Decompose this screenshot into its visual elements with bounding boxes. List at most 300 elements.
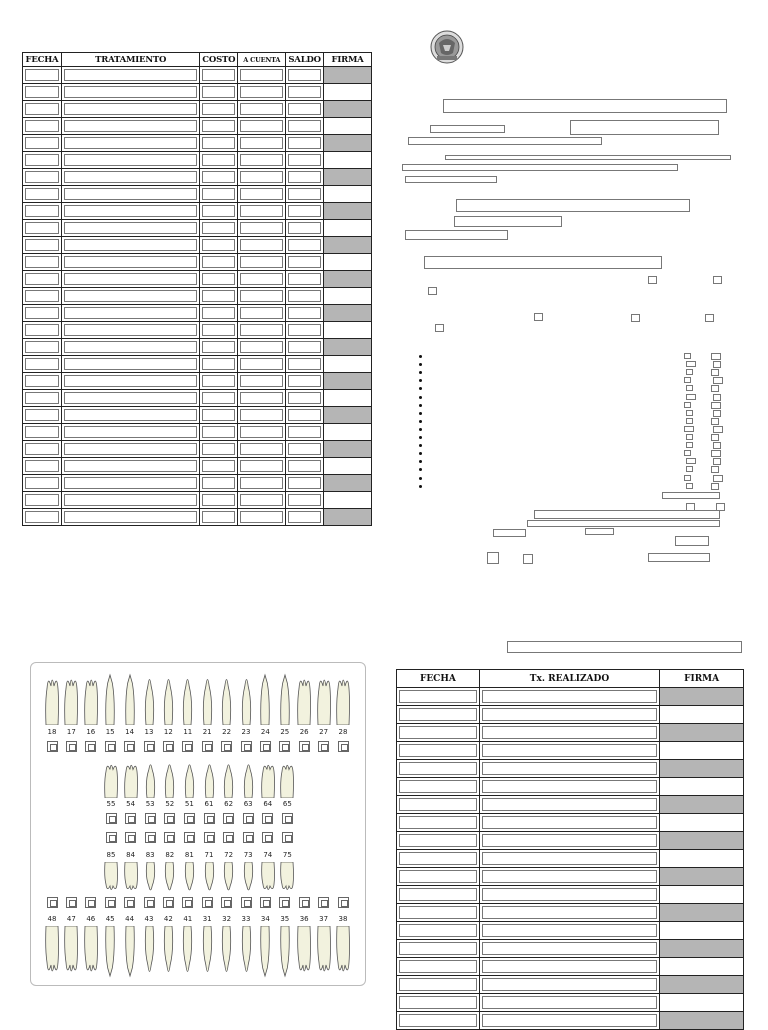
checkbox[interactable] bbox=[686, 483, 693, 489]
checkbox[interactable] bbox=[686, 503, 695, 511]
input-box[interactable] bbox=[240, 239, 283, 251]
input-box[interactable] bbox=[288, 324, 321, 336]
table-cell[interactable] bbox=[200, 237, 238, 254]
table-cell[interactable] bbox=[200, 67, 238, 84]
input-box[interactable] bbox=[288, 103, 321, 115]
input-box[interactable] bbox=[240, 307, 283, 319]
table-cell[interactable] bbox=[200, 390, 238, 407]
tooth-64[interactable] bbox=[260, 760, 276, 802]
input-box[interactable] bbox=[25, 307, 59, 319]
tooth-54[interactable] bbox=[123, 760, 139, 802]
table-cell[interactable] bbox=[200, 356, 238, 373]
table-cell[interactable] bbox=[238, 203, 286, 220]
signature-cell[interactable] bbox=[324, 373, 372, 390]
input-box[interactable] bbox=[399, 762, 477, 775]
input-box[interactable] bbox=[202, 239, 235, 251]
table-cell[interactable] bbox=[397, 688, 480, 706]
input-box[interactable] bbox=[202, 222, 235, 234]
input-box[interactable] bbox=[64, 477, 197, 489]
signature-cell[interactable] bbox=[324, 237, 372, 254]
input-box[interactable] bbox=[288, 494, 321, 506]
input-box[interactable] bbox=[240, 324, 283, 336]
tooth-37[interactable] bbox=[316, 926, 332, 982]
input-box[interactable] bbox=[399, 852, 477, 865]
input-box[interactable] bbox=[482, 834, 657, 847]
table-cell[interactable] bbox=[238, 271, 286, 288]
input-box[interactable] bbox=[64, 103, 197, 115]
input-box[interactable] bbox=[482, 762, 657, 775]
input-box[interactable] bbox=[288, 341, 321, 353]
signature-cell[interactable] bbox=[660, 976, 744, 994]
input-box[interactable] bbox=[288, 477, 321, 489]
checkbox[interactable] bbox=[711, 418, 719, 425]
tooth-27[interactable] bbox=[316, 673, 332, 729]
table-cell[interactable] bbox=[397, 940, 480, 958]
checkbox[interactable] bbox=[686, 434, 693, 440]
input-box[interactable] bbox=[240, 290, 283, 302]
input-box[interactable] bbox=[240, 443, 283, 455]
signature-cell[interactable] bbox=[324, 203, 372, 220]
tooth-73[interactable] bbox=[243, 862, 254, 898]
table-cell[interactable] bbox=[61, 271, 199, 288]
table-cell[interactable] bbox=[200, 305, 238, 322]
table-cell[interactable] bbox=[200, 203, 238, 220]
table-cell[interactable] bbox=[200, 288, 238, 305]
table-cell[interactable] bbox=[61, 237, 199, 254]
table-cell[interactable] bbox=[238, 169, 286, 186]
tooth-61[interactable] bbox=[204, 760, 215, 802]
input-box[interactable] bbox=[240, 460, 283, 472]
signature-cell[interactable] bbox=[660, 778, 744, 796]
input-box[interactable] bbox=[288, 307, 321, 319]
input-box[interactable] bbox=[64, 511, 197, 523]
table-cell[interactable] bbox=[286, 424, 324, 441]
table-cell[interactable] bbox=[397, 886, 480, 904]
tooth-43[interactable] bbox=[144, 926, 155, 982]
signature-cell[interactable] bbox=[660, 796, 744, 814]
table-cell[interactable] bbox=[200, 339, 238, 356]
input-box[interactable] bbox=[64, 426, 197, 438]
table-cell[interactable] bbox=[61, 492, 199, 509]
checkbox[interactable] bbox=[686, 385, 693, 391]
tooth-surface-box[interactable] bbox=[223, 813, 234, 824]
input-box[interactable] bbox=[240, 171, 283, 183]
signature-cell[interactable] bbox=[660, 922, 744, 940]
tooth-surface-box[interactable] bbox=[125, 813, 136, 824]
tooth-55[interactable] bbox=[103, 760, 119, 802]
signature-cell[interactable] bbox=[324, 186, 372, 203]
tooth-65[interactable] bbox=[279, 760, 295, 802]
tooth-surface-box[interactable] bbox=[144, 897, 155, 908]
table-cell[interactable] bbox=[23, 237, 62, 254]
tooth-surface-box[interactable] bbox=[204, 832, 215, 843]
checkbox[interactable] bbox=[684, 450, 691, 456]
input-box[interactable] bbox=[399, 708, 477, 721]
input-box[interactable] bbox=[399, 834, 477, 847]
input-box[interactable] bbox=[399, 942, 477, 955]
checkbox[interactable] bbox=[428, 287, 437, 295]
input-box[interactable] bbox=[64, 409, 197, 421]
input-box[interactable] bbox=[25, 120, 59, 132]
input-box[interactable] bbox=[240, 154, 283, 166]
tooth-33[interactable] bbox=[241, 926, 252, 982]
tooth-62[interactable] bbox=[223, 760, 234, 802]
table-cell[interactable] bbox=[61, 475, 199, 492]
table-cell[interactable] bbox=[23, 288, 62, 305]
table-cell[interactable] bbox=[397, 904, 480, 922]
table-cell[interactable] bbox=[286, 305, 324, 322]
tooth-42[interactable] bbox=[163, 926, 174, 982]
table-cell[interactable] bbox=[23, 373, 62, 390]
table-cell[interactable] bbox=[23, 339, 62, 356]
input-box[interactable] bbox=[202, 103, 235, 115]
table-cell[interactable] bbox=[23, 84, 62, 101]
input-box[interactable] bbox=[399, 780, 477, 793]
table-cell[interactable] bbox=[23, 458, 62, 475]
table-cell[interactable] bbox=[286, 288, 324, 305]
table-cell[interactable] bbox=[286, 118, 324, 135]
checkbox[interactable] bbox=[534, 313, 543, 321]
input-box[interactable] bbox=[482, 870, 657, 883]
input-box[interactable] bbox=[240, 426, 283, 438]
input-box[interactable] bbox=[25, 103, 59, 115]
checkbox[interactable] bbox=[684, 402, 691, 408]
table-cell[interactable] bbox=[238, 84, 286, 101]
signature-cell[interactable] bbox=[324, 509, 372, 526]
input-box[interactable] bbox=[240, 409, 283, 421]
form-field[interactable] bbox=[456, 199, 690, 212]
input-box[interactable] bbox=[25, 256, 59, 268]
table-cell[interactable] bbox=[23, 101, 62, 118]
tooth-surface-box[interactable] bbox=[145, 832, 156, 843]
signature-cell[interactable] bbox=[660, 1012, 744, 1030]
table-cell[interactable] bbox=[61, 118, 199, 135]
input-box[interactable] bbox=[240, 256, 283, 268]
tooth-74[interactable] bbox=[260, 862, 276, 898]
table-cell[interactable] bbox=[61, 509, 199, 526]
table-cell[interactable] bbox=[23, 475, 62, 492]
tooth-surface-box[interactable] bbox=[85, 897, 96, 908]
table-cell[interactable] bbox=[23, 67, 62, 84]
tooth-16[interactable] bbox=[83, 673, 99, 729]
input-box[interactable] bbox=[399, 996, 477, 1009]
table-cell[interactable] bbox=[286, 203, 324, 220]
table-cell[interactable] bbox=[238, 305, 286, 322]
input-box[interactable] bbox=[25, 137, 59, 149]
signature-cell[interactable] bbox=[324, 390, 372, 407]
tooth-34[interactable] bbox=[259, 926, 271, 982]
input-box[interactable] bbox=[64, 239, 197, 251]
table-cell[interactable] bbox=[397, 850, 480, 868]
input-box[interactable] bbox=[202, 307, 235, 319]
table-cell[interactable] bbox=[61, 441, 199, 458]
tooth-surface-box[interactable] bbox=[47, 741, 58, 752]
input-box[interactable] bbox=[25, 324, 59, 336]
input-box[interactable] bbox=[399, 924, 477, 937]
table-cell[interactable] bbox=[286, 322, 324, 339]
input-box[interactable] bbox=[240, 103, 283, 115]
tooth-surface-box[interactable] bbox=[241, 741, 252, 752]
signature-cell[interactable] bbox=[324, 271, 372, 288]
signature-cell[interactable] bbox=[324, 492, 372, 509]
input-box[interactable] bbox=[64, 460, 197, 472]
checkbox[interactable] bbox=[686, 466, 693, 472]
checkbox[interactable] bbox=[716, 503, 725, 511]
table-cell[interactable] bbox=[61, 169, 199, 186]
tooth-44[interactable] bbox=[124, 926, 136, 982]
tooth-surface-box[interactable] bbox=[223, 832, 234, 843]
table-cell[interactable] bbox=[397, 742, 480, 760]
signature-cell[interactable] bbox=[660, 706, 744, 724]
tooth-surface-box[interactable] bbox=[204, 813, 215, 824]
tooth-82[interactable] bbox=[164, 862, 175, 898]
input-box[interactable] bbox=[482, 960, 657, 973]
table-cell[interactable] bbox=[23, 203, 62, 220]
tooth-63[interactable] bbox=[243, 760, 254, 802]
signature-cell[interactable] bbox=[324, 288, 372, 305]
table-cell[interactable] bbox=[200, 220, 238, 237]
checkbox[interactable] bbox=[631, 314, 640, 322]
input-box[interactable] bbox=[202, 460, 235, 472]
table-cell[interactable] bbox=[286, 509, 324, 526]
input-box[interactable] bbox=[202, 188, 235, 200]
tooth-surface-box[interactable] bbox=[105, 741, 116, 752]
table-cell[interactable] bbox=[61, 390, 199, 407]
input-box[interactable] bbox=[399, 906, 477, 919]
tooth-surface-box[interactable] bbox=[145, 813, 156, 824]
tooth-surface-box[interactable] bbox=[184, 813, 195, 824]
checkbox[interactable] bbox=[713, 377, 723, 384]
table-cell[interactable] bbox=[23, 356, 62, 373]
tooth-surface-box[interactable] bbox=[241, 897, 252, 908]
tooth-surface-box[interactable] bbox=[164, 832, 175, 843]
signature-cell[interactable] bbox=[324, 152, 372, 169]
table-cell[interactable] bbox=[200, 135, 238, 152]
tooth-surface-box[interactable] bbox=[262, 832, 273, 843]
checkbox[interactable] bbox=[686, 418, 693, 424]
input-box[interactable] bbox=[202, 154, 235, 166]
tooth-41[interactable] bbox=[182, 926, 193, 982]
table-cell[interactable] bbox=[479, 886, 659, 904]
tooth-21[interactable] bbox=[202, 673, 213, 729]
signature-cell[interactable] bbox=[660, 850, 744, 868]
input-box[interactable] bbox=[288, 290, 321, 302]
input-box[interactable] bbox=[399, 726, 477, 739]
input-box[interactable] bbox=[482, 708, 657, 721]
table-cell[interactable] bbox=[238, 101, 286, 118]
table-cell[interactable] bbox=[200, 186, 238, 203]
input-box[interactable] bbox=[25, 494, 59, 506]
table-cell[interactable] bbox=[397, 724, 480, 742]
input-box[interactable] bbox=[202, 341, 235, 353]
tooth-71[interactable] bbox=[204, 862, 215, 898]
table-cell[interactable] bbox=[61, 67, 199, 84]
table-cell[interactable] bbox=[479, 814, 659, 832]
signature-cell[interactable] bbox=[660, 688, 744, 706]
signature-cell[interactable] bbox=[324, 305, 372, 322]
tooth-surface-box[interactable] bbox=[105, 897, 116, 908]
tooth-15[interactable] bbox=[104, 673, 116, 729]
table-cell[interactable] bbox=[479, 796, 659, 814]
tooth-26[interactable] bbox=[296, 673, 312, 729]
signature-cell[interactable] bbox=[324, 356, 372, 373]
table-cell[interactable] bbox=[238, 509, 286, 526]
tooth-surface-box[interactable] bbox=[182, 897, 193, 908]
checkbox[interactable] bbox=[684, 377, 691, 383]
tooth-surface-box[interactable] bbox=[318, 897, 329, 908]
input-box[interactable] bbox=[482, 798, 657, 811]
form-field[interactable] bbox=[534, 510, 720, 519]
table-cell[interactable] bbox=[286, 135, 324, 152]
table-cell[interactable] bbox=[238, 407, 286, 424]
table-cell[interactable] bbox=[397, 760, 480, 778]
table-cell[interactable] bbox=[23, 441, 62, 458]
form-field[interactable] bbox=[493, 529, 526, 537]
table-cell[interactable] bbox=[200, 475, 238, 492]
tooth-47[interactable] bbox=[63, 926, 79, 982]
input-box[interactable] bbox=[25, 205, 59, 217]
input-box[interactable] bbox=[288, 205, 321, 217]
input-box[interactable] bbox=[25, 358, 59, 370]
table-cell[interactable] bbox=[200, 254, 238, 271]
checkbox[interactable] bbox=[713, 426, 723, 433]
input-box[interactable] bbox=[240, 205, 283, 217]
input-box[interactable] bbox=[240, 137, 283, 149]
input-box[interactable] bbox=[64, 222, 197, 234]
table-cell[interactable] bbox=[286, 271, 324, 288]
input-box[interactable] bbox=[240, 69, 283, 81]
tooth-75[interactable] bbox=[279, 862, 295, 898]
tooth-52[interactable] bbox=[164, 760, 175, 802]
table-cell[interactable] bbox=[61, 254, 199, 271]
tooth-84[interactable] bbox=[123, 862, 139, 898]
table-cell[interactable] bbox=[200, 424, 238, 441]
table-cell[interactable] bbox=[238, 67, 286, 84]
signature-field[interactable] bbox=[507, 641, 742, 653]
input-box[interactable] bbox=[240, 222, 283, 234]
table-cell[interactable] bbox=[479, 994, 659, 1012]
tooth-36[interactable] bbox=[296, 926, 312, 982]
checkbox[interactable] bbox=[686, 361, 696, 367]
input-box[interactable] bbox=[202, 324, 235, 336]
signature-cell[interactable] bbox=[324, 424, 372, 441]
table-cell[interactable] bbox=[479, 940, 659, 958]
checkbox[interactable] bbox=[487, 552, 499, 564]
table-cell[interactable] bbox=[286, 475, 324, 492]
input-box[interactable] bbox=[240, 511, 283, 523]
table-cell[interactable] bbox=[286, 101, 324, 118]
tooth-28[interactable] bbox=[335, 673, 351, 729]
input-box[interactable] bbox=[288, 409, 321, 421]
table-cell[interactable] bbox=[61, 424, 199, 441]
table-cell[interactable] bbox=[200, 458, 238, 475]
input-box[interactable] bbox=[25, 290, 59, 302]
checkbox[interactable] bbox=[684, 426, 694, 432]
input-box[interactable] bbox=[64, 188, 197, 200]
signature-cell[interactable] bbox=[660, 958, 744, 976]
input-box[interactable] bbox=[288, 392, 321, 404]
table-cell[interactable] bbox=[61, 220, 199, 237]
input-box[interactable] bbox=[202, 273, 235, 285]
table-cell[interactable] bbox=[61, 288, 199, 305]
checkbox[interactable] bbox=[711, 353, 721, 360]
table-cell[interactable] bbox=[238, 356, 286, 373]
checkbox[interactable] bbox=[711, 434, 719, 441]
input-box[interactable] bbox=[202, 137, 235, 149]
tooth-45[interactable] bbox=[104, 926, 116, 982]
input-box[interactable] bbox=[25, 460, 59, 472]
tooth-surface-box[interactable] bbox=[106, 813, 117, 824]
table-cell[interactable] bbox=[23, 186, 62, 203]
table-cell[interactable] bbox=[61, 322, 199, 339]
tooth-13[interactable] bbox=[144, 673, 155, 729]
input-box[interactable] bbox=[240, 392, 283, 404]
tooth-31[interactable] bbox=[202, 926, 213, 982]
input-box[interactable] bbox=[64, 171, 197, 183]
input-box[interactable] bbox=[64, 256, 197, 268]
table-cell[interactable] bbox=[238, 475, 286, 492]
input-box[interactable] bbox=[64, 137, 197, 149]
form-field[interactable] bbox=[402, 164, 678, 171]
input-box[interactable] bbox=[399, 960, 477, 973]
table-cell[interactable] bbox=[200, 152, 238, 169]
table-cell[interactable] bbox=[286, 237, 324, 254]
input-box[interactable] bbox=[202, 256, 235, 268]
input-box[interactable] bbox=[202, 171, 235, 183]
input-box[interactable] bbox=[288, 222, 321, 234]
input-box[interactable] bbox=[288, 120, 321, 132]
table-cell[interactable] bbox=[286, 458, 324, 475]
input-box[interactable] bbox=[202, 426, 235, 438]
table-cell[interactable] bbox=[61, 339, 199, 356]
checkbox[interactable] bbox=[686, 394, 696, 400]
input-box[interactable] bbox=[25, 154, 59, 166]
form-field[interactable] bbox=[405, 230, 508, 240]
input-box[interactable] bbox=[240, 86, 283, 98]
signature-cell[interactable] bbox=[660, 832, 744, 850]
signature-cell[interactable] bbox=[324, 135, 372, 152]
table-cell[interactable] bbox=[23, 407, 62, 424]
checkbox[interactable] bbox=[435, 324, 444, 332]
input-box[interactable] bbox=[482, 924, 657, 937]
table-cell[interactable] bbox=[479, 742, 659, 760]
input-box[interactable] bbox=[399, 816, 477, 829]
tooth-surface-box[interactable] bbox=[124, 897, 135, 908]
form-field[interactable] bbox=[430, 125, 505, 133]
input-box[interactable] bbox=[202, 511, 235, 523]
tooth-35[interactable] bbox=[279, 926, 291, 982]
table-cell[interactable] bbox=[61, 373, 199, 390]
checkbox[interactable] bbox=[684, 353, 691, 359]
table-cell[interactable] bbox=[397, 814, 480, 832]
signature-cell[interactable] bbox=[324, 169, 372, 186]
tooth-surface-box[interactable] bbox=[85, 741, 96, 752]
input-box[interactable] bbox=[482, 690, 657, 703]
tooth-surface-box[interactable] bbox=[338, 741, 349, 752]
input-box[interactable] bbox=[482, 978, 657, 991]
tooth-32[interactable] bbox=[221, 926, 232, 982]
form-field[interactable] bbox=[585, 528, 614, 535]
table-cell[interactable] bbox=[238, 441, 286, 458]
form-field[interactable] bbox=[445, 155, 731, 160]
input-box[interactable] bbox=[64, 341, 197, 353]
input-box[interactable] bbox=[25, 443, 59, 455]
tooth-surface-box[interactable] bbox=[279, 897, 290, 908]
tooth-surface-box[interactable] bbox=[243, 813, 254, 824]
input-box[interactable] bbox=[288, 69, 321, 81]
table-cell[interactable] bbox=[286, 339, 324, 356]
table-cell[interactable] bbox=[238, 152, 286, 169]
